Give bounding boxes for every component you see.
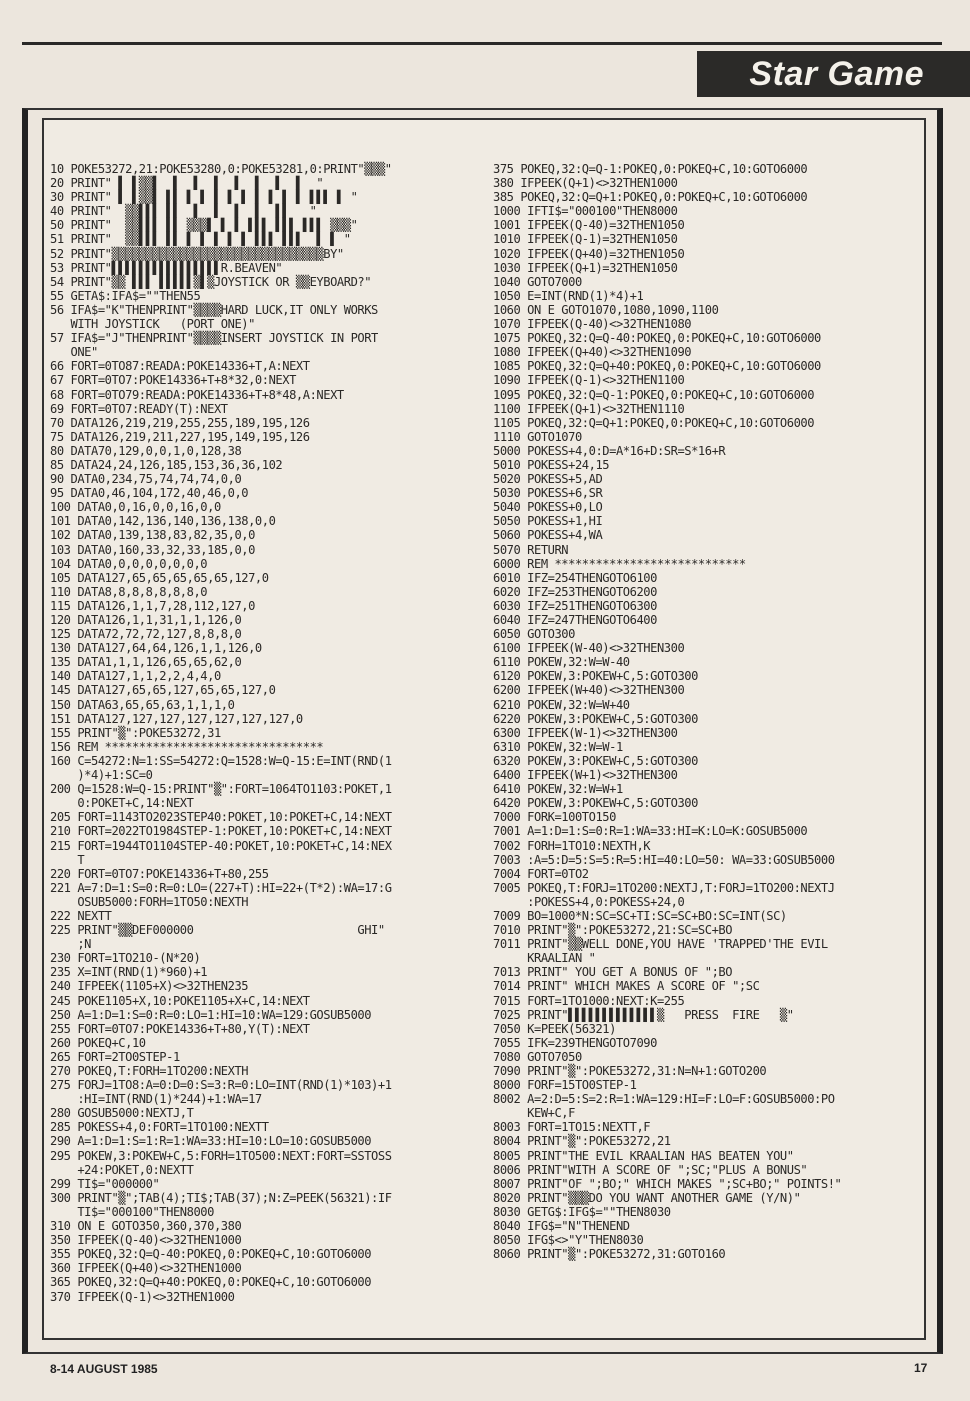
code-line: 160 C=54272:N=1:SS=54272:Q=1528:W=Q-15:E=INT(RND(1 (50, 753, 392, 768)
code-line: 7014 PRINT" WHICH MAKES A SCORE OF ";SC (493, 979, 760, 994)
code-line: 260 POKEQ+C,10 (50, 1035, 146, 1050)
section-title: Star Game (749, 54, 924, 93)
code-line: 7013 PRINT" YOU GET A BONUS OF ";BO (493, 965, 733, 980)
code-line: 1075 POKEQ,32:Q=Q-40:POKEQ,0:POKEQ+C,10:GOTO6000 (493, 331, 821, 346)
code-line: 66 FORT=0TO87:READA:POKE14336+T,A:NEXT (50, 359, 310, 374)
code-line: 365 POKEQ,32:Q=Q+40:POKEQ,0:POKEQ+C,10:GOTO6000 (50, 1275, 372, 1290)
code-line: 1040 GOTO7000 (493, 274, 582, 289)
code-line: 5020 POKESS+5,AD (493, 472, 603, 487)
code-line: 10 POKE53272,21:POKE53280,0:POKE53281,0:PRINT"▒▒▒" (50, 162, 392, 176)
code-line: 1010 IFPEEK(Q-1)=32THEN1050 (493, 232, 678, 247)
code-line: 310 ON E GOTO350,360,370,380 (50, 1219, 242, 1234)
code-line: 1001 IFPEEK(Q-40)=32THEN1050 (493, 218, 685, 233)
code-line: 6200 IFPEEK(W+40)<>32THEN300 (493, 683, 685, 698)
code-line: 6120 POKEW,3:POKEW+C,5:GOTO300 (493, 669, 698, 684)
code-line: 225 PRINT"▒▒DEF000000 GHI" (50, 923, 385, 938)
code-line: 6020 IFZ=253THENGOTO6200 (493, 584, 657, 599)
code-line: 55 GETA$:IFA$=""THEN55 (50, 288, 201, 303)
code-line: 7055 IFK=239THENGOTO7090 (493, 1035, 657, 1050)
code-line: 156 REM ******************************** (50, 739, 324, 754)
code-line: 8007 PRINT"OF ";BO;" WHICH MAKES ";SC+BO;" POINTS!" (493, 1176, 842, 1191)
code-line: 1050 E=INT(RND(1)*4)+1 (493, 288, 644, 303)
code-line: 355 POKEQ,32:Q=Q-40:POKEQ,0:POKEQ+C,10:GOTO6000 (50, 1247, 372, 1262)
code-line: 1000 IFTI$="000100"THEN8000 (493, 204, 678, 219)
code-line: 370 IFPEEK(Q-1)<>32THEN1000 (50, 1289, 235, 1304)
code-line: 295 POKEW,3:POKEW+C,5:FORH=1TO500:NEXT:FORT=SSTOSS (50, 1148, 392, 1163)
code-line: 1105 POKEQ,32:Q=Q+1:POKEQ,0:POKEQ+C,10:GOTO6000 (493, 415, 815, 430)
code-line: 145 DATA127,65,65,127,65,65,127,0 (50, 683, 276, 698)
code-line: 6420 POKEW,3:POKEW+C,5:GOTO300 (493, 796, 698, 811)
code-line: 8020 PRINT"▒▒▒DO YOU WANT ANOTHER GAME (Y/N)" (493, 1190, 801, 1205)
code-line: 90 DATA0,234,75,74,74,74,0,0 (50, 472, 242, 487)
code-line: 8050 IFG$<>"Y"THEN8030 (493, 1233, 644, 1248)
code-line: 140 DATA127,1,1,2,2,4,4,0 (50, 669, 221, 684)
code-line: 5060 POKESS+4,WA (493, 528, 603, 543)
code-line: 290 A=1:D=1:S=1:R=1:WA=33:HI=10:LO=10:GOSUB5000 (50, 1134, 372, 1149)
code-line: 270 POKEQ,T:FORH=1TO200:NEXTH (50, 1064, 249, 1078)
code-line: 8000 FORF=15TO0STEP-1 (493, 1078, 637, 1093)
code-line: 100 DATA0,0,16,0,0,16,0,0 (50, 500, 221, 515)
code-line: 120 DATA126,1,1,31,1,1,126,0 (50, 613, 242, 627)
code-line: 1090 IFPEEK(Q-1)<>32THEN1100 (493, 373, 685, 388)
code-line: 8030 GETG$:IFG$=""THEN8030 (493, 1204, 671, 1219)
code-line: 230 FORT=1TO210-(N*20) (50, 951, 201, 966)
code-line: 115 DATA126,1,1,7,28,112,127,0 (50, 598, 255, 613)
code-line: 7000 FORK=100TO150 (493, 810, 616, 825)
code-line: 380 IFPEEK(Q+1)<>32THEN1000 (493, 176, 678, 191)
code-line: 80 DATA70,129,0,0,1,0,128,38 (50, 443, 242, 458)
code-line: 220 FORT=0TO7:POKE14336+T+80,255 (50, 866, 269, 881)
code-line: 125 DATA72,72,72,127,8,8,8,0 (50, 627, 242, 642)
code-line: 1100 IFPEEK(Q+1)<>32THEN1110 (493, 401, 685, 416)
issue-date: 8-14 AUGUST 1985 (50, 1362, 158, 1376)
code-line: WITH JOYSTICK (PORT ONE)" (50, 317, 255, 332)
code-line: 245 POKE1105+X,10:POKE1105+X+C,14:NEXT (50, 993, 310, 1008)
code-line: 103 DATA0,160,33,32,33,185,0,0 (50, 542, 255, 557)
code-line: T (50, 852, 85, 867)
code-line: 6220 POKEW,3:POKEW+C,5:GOTO300 (493, 711, 698, 726)
code-line: 54 PRINT"▒▒ ▌▌▌ ▌▌▌▌▌▒▌▒JOYSTICK OR ▒▒EYBOARD?" (50, 274, 372, 289)
code-line: 240 IFPEEK(1105+X)<>32THEN235 (50, 979, 249, 994)
code-line: 7005 POKEQ,T:FORJ=1TO200:NEXTJ,T:FORJ=1TO200:NEXTJ (493, 880, 835, 895)
code-line: :POKESS+4,0:POKESS+24,0 (493, 894, 685, 909)
code-line: OSUB5000:FORH=1TO50:NEXTH (50, 894, 249, 909)
code-line: 5050 POKESS+1,HI (493, 514, 603, 529)
code-line: 150 DATA63,65,65,63,1,1,1,0 (50, 697, 235, 712)
code-line: 110 DATA8,8,8,8,8,8,8,0 (50, 584, 208, 599)
code-line: 7050 K=PEEK(56321) (493, 1021, 616, 1036)
code-line: 8060 PRINT"▒":POKE53272,31:GOTO160 (493, 1247, 726, 1262)
code-line: 6300 IFPEEK(W-1)<>32THEN300 (493, 725, 678, 740)
code-line: 1085 POKEQ,32:Q=Q+40:POKEQ,0:POKEQ+C,10:GOTO6000 (493, 359, 821, 374)
code-line: 8002 A=2:D=5:S=2:R=1:WA=129:HI=F:LO=F:GOSUB5000:PO (493, 1092, 835, 1107)
code-line: 155 PRINT"▒":POKE53272,31 (50, 725, 221, 740)
code-line: 375 POKEQ,32:Q=Q-1:POKEQ,0:POKEQ+C,10:GOTO6000 (493, 162, 808, 176)
code-line: :HI=INT(RND(1)*244)+1:WA=17 (50, 1092, 262, 1107)
code-line: 7001 A=1:D=1:S=0:R=1:WA=33:HI=K:LO=K:GOSUB5000 (493, 824, 808, 839)
code-line: ONE" (50, 345, 98, 360)
code-line: 385 POKEQ,32:Q=Q+1:POKEQ,0:POKEQ+C,10:GOTO6000 (493, 190, 808, 205)
code-line: 67 FORT=0TO7:POKE14336+T+8*32,0:NEXT (50, 373, 296, 388)
code-line: 6100 IFPEEK(W-40)<>32THEN300 (493, 641, 685, 656)
code-line: 7025 PRINT"▌▌▌▌▌▌▌▌▌▌▌▌▌▒ PRESS FIRE ▒" (493, 1007, 794, 1022)
program-listing-left-column (50, 162, 486, 1304)
code-line: 104 DATA0,0,0,0,0,0,0,0 (50, 556, 208, 571)
code-line: 6050 GOTO300 (493, 627, 575, 642)
code-line: 210 FORT=2022TO1984STEP-1:POKET,10:POKET+C,14:NEXT (50, 824, 392, 839)
code-line: 6410 POKEW,32:W=W+1 (493, 782, 623, 797)
code-line: 30 PRINT" ▌ ▌▒▒▌ ▌▌ ▌ ▌ ▌ ▌ ▌ ▌ ▌ ▌ ▌ ▌▌▌ ▌ " (50, 190, 358, 205)
code-line: 51 PRINT" ▒▒▌▌▌ ▌▌ ▌ ▌ ▌ ▌ ▌ ▌▌▌ ▌▌▌ ▌ ▌ " (50, 232, 351, 247)
code-line: 1080 IFPEEK(Q+40)<>32THEN1090 (493, 345, 692, 360)
code-line: 221 A=7:D=1:S=0:R=0:LO=(227+T):HI=22+(T*2):WA=17:G (50, 880, 392, 895)
code-line: 6110 POKEW,32:W=W-40 (493, 655, 630, 670)
code-line: 250 A=1:D=1:S=0:R=0:LO=1:HI=10:WA=129:GOSUB5000 (50, 1007, 372, 1022)
code-line: 285 POKESS+4,0:FORT=1TO100:NEXTT (50, 1120, 269, 1135)
code-line: 255 FORT=0TO7:POKE14336+T+80,Y(T):NEXT (50, 1021, 310, 1036)
code-line: 8003 FORT=1TO15:NEXTT,F (493, 1120, 651, 1135)
code-line: 5010 POKESS+24,15 (493, 457, 610, 472)
code-line: 5000 POKESS+4,0:D=A*16+D:SR=S*16+R (493, 443, 726, 458)
code-line: 102 DATA0,139,138,83,82,35,0,0 (50, 528, 255, 543)
code-line: 1110 GOTO1070 (493, 429, 582, 444)
code-line: 6310 POKEW,32:W=W-1 (493, 739, 623, 754)
code-line: 7015 FORT=1TO1000:NEXT:K=255 (493, 993, 685, 1008)
code-line: 7010 PRINT"▒":POKE53272,21:SC=SC+BO (493, 923, 733, 938)
code-line: 280 GOSUB5000:NEXTJ,T (50, 1106, 194, 1121)
code-line: 95 DATA0,46,104,172,40,46,0,0 (50, 486, 249, 501)
code-line: 75 DATA126,219,211,227,195,149,195,126 (50, 429, 310, 444)
code-line: 360 IFPEEK(Q+40)<>32THEN1000 (50, 1261, 242, 1276)
code-line: 6320 POKEW,3:POKEW+C,5:GOTO300 (493, 753, 698, 768)
code-line: 6010 IFZ=254THENGOTO6100 (493, 570, 657, 585)
code-line: KRAALIAN " (493, 951, 596, 966)
code-line: 8040 IFG$="N"THENEND (493, 1219, 630, 1234)
code-line: 350 IFPEEK(Q-40)<>32THEN1000 (50, 1233, 242, 1248)
code-line: 130 DATA127,64,64,126,1,1,126,0 (50, 641, 262, 656)
code-line: 6040 IFZ=247THENGOTO6400 (493, 613, 657, 627)
code-line: 7003 :A=5:D=5:S=5:R=5:HI=40:LO=50: WA=33:GOSUB5000 (493, 852, 835, 867)
code-line: 7009 BO=1000*N:SC=SC+TI:SC=SC+BO:SC=INT(SC) (493, 908, 787, 923)
code-line: KEW+C,F (493, 1106, 575, 1121)
code-line: 6210 POKEW,32:W=W+40 (493, 697, 630, 712)
code-line: 8005 PRINT"THE EVIL KRAALIAN HAS BEATEN YOU" (493, 1148, 794, 1163)
code-line: 299 TI$="000000" (50, 1176, 160, 1191)
code-line: 57 IFA$="J"THENPRINT"▒▒▒▒INSERT JOYSTICK IN PORT (50, 331, 378, 346)
code-line: TI$="000100"THEN8000 (50, 1204, 214, 1219)
code-line: 215 FORT=1944TO1104STEP-40:POKET,10:POKET+C,14:NEX (50, 838, 392, 853)
code-line: 70 DATA126,219,219,255,255,189,195,126 (50, 415, 310, 430)
code-line: 6030 IFZ=251THENGOTO6300 (493, 598, 657, 613)
code-line: 7011 PRINT"▒▒WELL DONE,YOU HAVE 'TRAPPED'THE EVIL (493, 937, 828, 952)
code-line: 6000 REM **************************** (493, 556, 746, 571)
code-line: 222 NEXTT (50, 908, 112, 923)
code-line: 1030 IFPEEK(Q+1)=32THEN1050 (493, 260, 678, 275)
code-line: 1070 IFPEEK(Q-40)<>32THEN1080 (493, 317, 692, 332)
code-line: 5070 RETURN (493, 542, 569, 557)
code-line: 53 PRINT"▌▌▌▌▌▌▌▌▌▌▌▌▌▌▌▌R.BEAVEN" (50, 260, 283, 275)
code-line: ;N (50, 937, 91, 952)
code-line: 200 Q=1528:W=Q-15:PRINT"▒":FORT=1064TO1103:POKET,1 (50, 782, 392, 797)
code-line: 1020 IFPEEK(Q+40)=32THEN1050 (493, 246, 685, 261)
code-line: 20 PRINT" ▌ ▌▒▒▌ ▌ ▌ ▌ ▌ ▌ ▌ ▌ " (50, 176, 324, 191)
code-line: 8004 PRINT"▒":POKE53272,21 (493, 1134, 671, 1149)
code-line: 1060 ON E GOTO1070,1080,1090,1100 (493, 302, 719, 317)
code-line: 6400 IFPEEK(W+1)<>32THEN300 (493, 768, 678, 783)
top-rule (22, 42, 942, 45)
code-line: 7090 PRINT"▒":POKE53272,31:N=N+1:GOTO200 (493, 1064, 767, 1078)
code-line: 235 X=INT(RND(1)*960)+1 (50, 965, 208, 980)
code-line: +24:POKET,0:NEXTT (50, 1162, 194, 1177)
program-listing-right-column (493, 162, 925, 1261)
code-line: 69 FORT=0TO7:READY(T):NEXT (50, 401, 228, 416)
code-line: 5040 POKESS+0,LO (493, 500, 603, 515)
code-line: 275 FORJ=1TO8:A=0:D=0:S=3:R=0:LO=INT(RND(1)*103)+1 (50, 1078, 392, 1093)
section-banner (697, 51, 970, 97)
code-line: 40 PRINT" ▒▒▌▌▌ ▌▌ ▌ ▌ ▌ ▌ ▌▌ " (50, 204, 317, 219)
code-line: 101 DATA0,142,136,140,136,138,0,0 (50, 514, 276, 529)
code-line: 7080 GOTO7050 (493, 1049, 582, 1064)
code-line: 151 DATA127,127,127,127,127,127,127,0 (50, 711, 303, 726)
code-line: 7002 FORH=1TO10:NEXTH,K (493, 838, 651, 853)
code-line: 135 DATA1,1,1,126,65,65,62,0 (50, 655, 242, 670)
code-line: 50 PRINT" ▒▒▌▌▌ ▌▌ ▒▒▒▌ ▌ ▌ ▌▌▌ ▌▌▌ ▌▌▌ ▒▒▒" (50, 218, 358, 233)
code-line: 265 FORT=2TO0STEP-1 (50, 1049, 180, 1064)
code-line: 85 DATA24,24,126,185,153,36,36,102 (50, 457, 283, 472)
code-line: 5030 POKESS+6,SR (493, 486, 603, 501)
code-line: 52 PRINT"▒▒▒▒▒▒▒▒▒▒▒▒▒▒▒▒▒▒▒▒▒▒▒▒▒▒▒▒▒▒▒BY" (50, 246, 344, 261)
code-line: 56 IFA$="K"THENPRINT"▒▒▒▒HARD LUCK,IT ONLY WORKS (50, 302, 378, 317)
code-line: )*4)+1:SC=0 (50, 768, 153, 783)
code-line: 0:POKET+C,14:NEXT (50, 796, 194, 811)
code-line: 8006 PRINT"WITH A SCORE OF ";SC;"PLUS A BONUS" (493, 1162, 808, 1177)
code-line: 68 FORT=0TO79:READA:POKE14336+T+8*48,A:NEXT (50, 387, 344, 402)
code-line: 7004 FORT=0TO2 (493, 866, 589, 881)
page-number: 17 (914, 1361, 928, 1375)
code-line: 105 DATA127,65,65,65,65,65,127,0 (50, 570, 269, 585)
code-line: 1095 POKEQ,32:Q=Q-1:POKEQ,0:POKEQ+C,10:GOTO6000 (493, 387, 815, 402)
code-line: 205 FORT=1143TO2023STEP40:POKET,10:POKET+C,14:NEXT (50, 810, 392, 825)
code-line: 300 PRINT"▒";TAB(4);TI$;TAB(37);N:Z=PEEK(56321):IF (50, 1190, 392, 1205)
